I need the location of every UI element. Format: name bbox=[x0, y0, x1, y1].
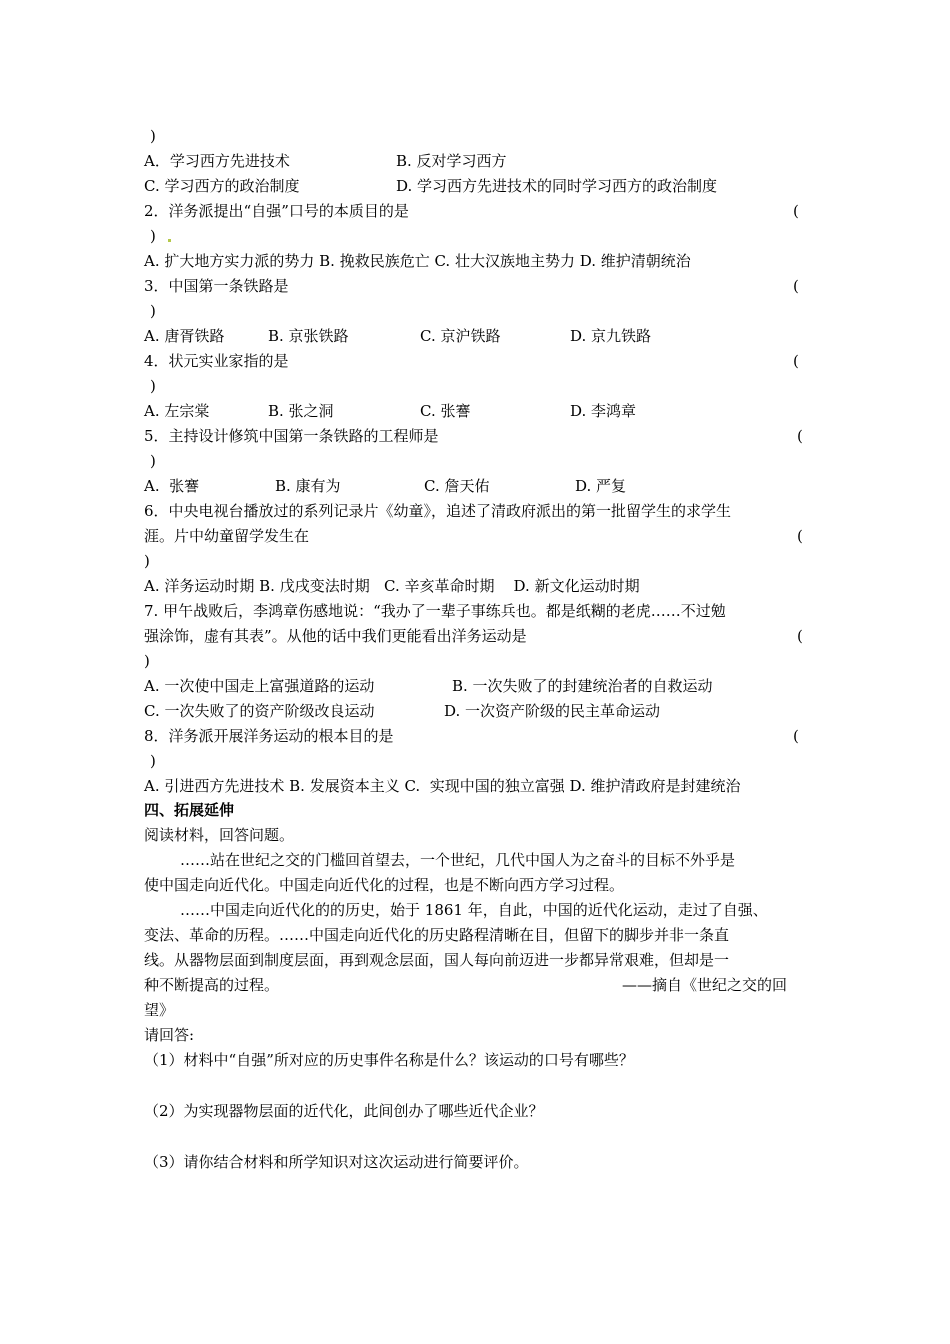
text-line: C. 一次失败了的资产阶级改良运动 bbox=[144, 702, 375, 720]
text-line: B. 京张铁路 bbox=[268, 327, 349, 345]
text-line: A. 一次使中国走上富强道路的运动 bbox=[144, 677, 375, 695]
text-line: ( bbox=[793, 352, 799, 370]
text-line: A．学习西方先进技术 bbox=[144, 152, 290, 170]
text-line: ……站在世纪之交的门槛回首望去，一个世纪，几代中国人为之奋斗的目标不外乎是 bbox=[180, 851, 736, 869]
text-line: ) bbox=[144, 652, 150, 670]
text-line: D. 李鸿章 bbox=[570, 402, 637, 420]
text-line: ( bbox=[797, 527, 803, 545]
text-line: A. 洋务运动时期 B. 戊戌变法时期 C. 辛亥革命时期 D. 新文化运动时期 bbox=[144, 577, 640, 595]
text-line: ) bbox=[150, 227, 156, 245]
text-line: C. 学习西方的政治制度 bbox=[144, 177, 300, 195]
text-line: D. 严复 bbox=[575, 477, 627, 495]
text-line: （1）材料中“自强”所对应的历史事件名称是什么？该运动的口号有哪些？ bbox=[144, 1051, 634, 1069]
text-line: 阅读材料，回答问题。 bbox=[144, 826, 295, 844]
text-line: A. 引进西方先进技术 B. 发展资本主义 C. 实现中国的独立富强 D. 维护清政府是封建统治 bbox=[144, 777, 741, 795]
text-line: ) bbox=[150, 302, 156, 320]
text-line: A. 张謇 bbox=[144, 477, 200, 495]
text-line: 变法、革命的历程。……中国走向近代化的历史路程清晰在目，但留下的脚步并非一条直 bbox=[144, 926, 730, 944]
text-line: B. 一次失败了的封建统治者的自救运动 bbox=[452, 677, 713, 695]
text-line: B. 反对学习西方 bbox=[396, 152, 507, 170]
text-line: 4．状元实业家指的是 bbox=[144, 352, 289, 370]
text-line: ) bbox=[150, 452, 156, 470]
green-mark bbox=[168, 239, 171, 242]
text-line: （2）为实现器物层面的近代化，此间创办了哪些近代企业？ bbox=[144, 1102, 544, 1120]
text-line: D. 一次资产阶级的民主革命运动 bbox=[444, 702, 661, 720]
text-line: ( bbox=[793, 277, 799, 295]
text-line: 7. 甲午战败后，李鸿章伤感地说：“我办了一辈子事练兵也。都是纸糊的老虎……不过勉 bbox=[144, 602, 726, 620]
text-line: 2．洋务派提出“自强”口号的本质目的是 bbox=[144, 202, 409, 220]
text-line: D. 京九铁路 bbox=[570, 327, 652, 345]
text-line: A. 左宗棠 bbox=[144, 402, 210, 420]
text-line: A. 扩大地方实力派的势力 B. 挽救民族危亡 C. 壮大汉族地主势力 D. 维护清朝统治 bbox=[144, 252, 691, 270]
text-line: B. 张之洞 bbox=[268, 402, 334, 420]
text-line: 使中国走向近代化。中国走向近代化的过程，也是不断向西方学习过程。 bbox=[144, 876, 625, 894]
text-line: 6．中央电视台播放过的系列记录片《幼童》，追述了清政府派出的第一批留学生的求学生 bbox=[144, 502, 732, 520]
text-line: ……中国走向近代化的的历史，始于 1861 年，自此，中国的近代化运动，走过了自强、 bbox=[180, 901, 768, 919]
text-line: C. 京沪铁路 bbox=[420, 327, 501, 345]
text-line: A. 唐胥铁路 bbox=[144, 327, 225, 345]
text-line: ) bbox=[150, 127, 156, 145]
text-line: ) bbox=[150, 377, 156, 395]
text-line: ——摘自《世纪之交的回 bbox=[622, 976, 788, 994]
text-line: C. 詹天佑 bbox=[424, 477, 490, 495]
text-line: 8．洋务派开展洋务运动的根本目的是 bbox=[144, 727, 394, 745]
text-line: 请回答: bbox=[144, 1026, 195, 1044]
text-line: （3）请你结合材料和所学知识对这次运动进行简要评价。 bbox=[144, 1153, 529, 1171]
text-line: B. 康有为 bbox=[275, 477, 341, 495]
text-line: D. 学习西方先进技术的同时学习西方的政治制度 bbox=[396, 177, 718, 195]
text-line: 涯。片中幼童留学发生在 bbox=[144, 527, 310, 545]
text-line: ( bbox=[793, 202, 799, 220]
text-line: C. 张謇 bbox=[420, 402, 471, 420]
text-line: 5．主持设计修筑中国第一条铁路的工程师是 bbox=[144, 427, 439, 445]
text-line: ( bbox=[797, 427, 803, 445]
text-line: 强涂饰，虚有其表”。从他的话中我们更能看出洋务运动是 bbox=[144, 627, 527, 645]
section-heading: 四、拓展延伸 bbox=[144, 801, 235, 819]
text-line: ( bbox=[797, 627, 803, 645]
text-line: 线。从器物层面到制度层面，再到观念层面，国人每向前迈进一步都异常艰难，但却是一 bbox=[144, 951, 730, 969]
text-line: 3．中国第一条铁路是 bbox=[144, 277, 289, 295]
text-line: ) bbox=[144, 552, 150, 570]
text-line: ( bbox=[793, 727, 799, 745]
text-line: ) bbox=[150, 752, 156, 770]
text-line: 种不断提高的过程。 bbox=[144, 976, 280, 994]
text-line: 望》 bbox=[144, 1001, 175, 1019]
